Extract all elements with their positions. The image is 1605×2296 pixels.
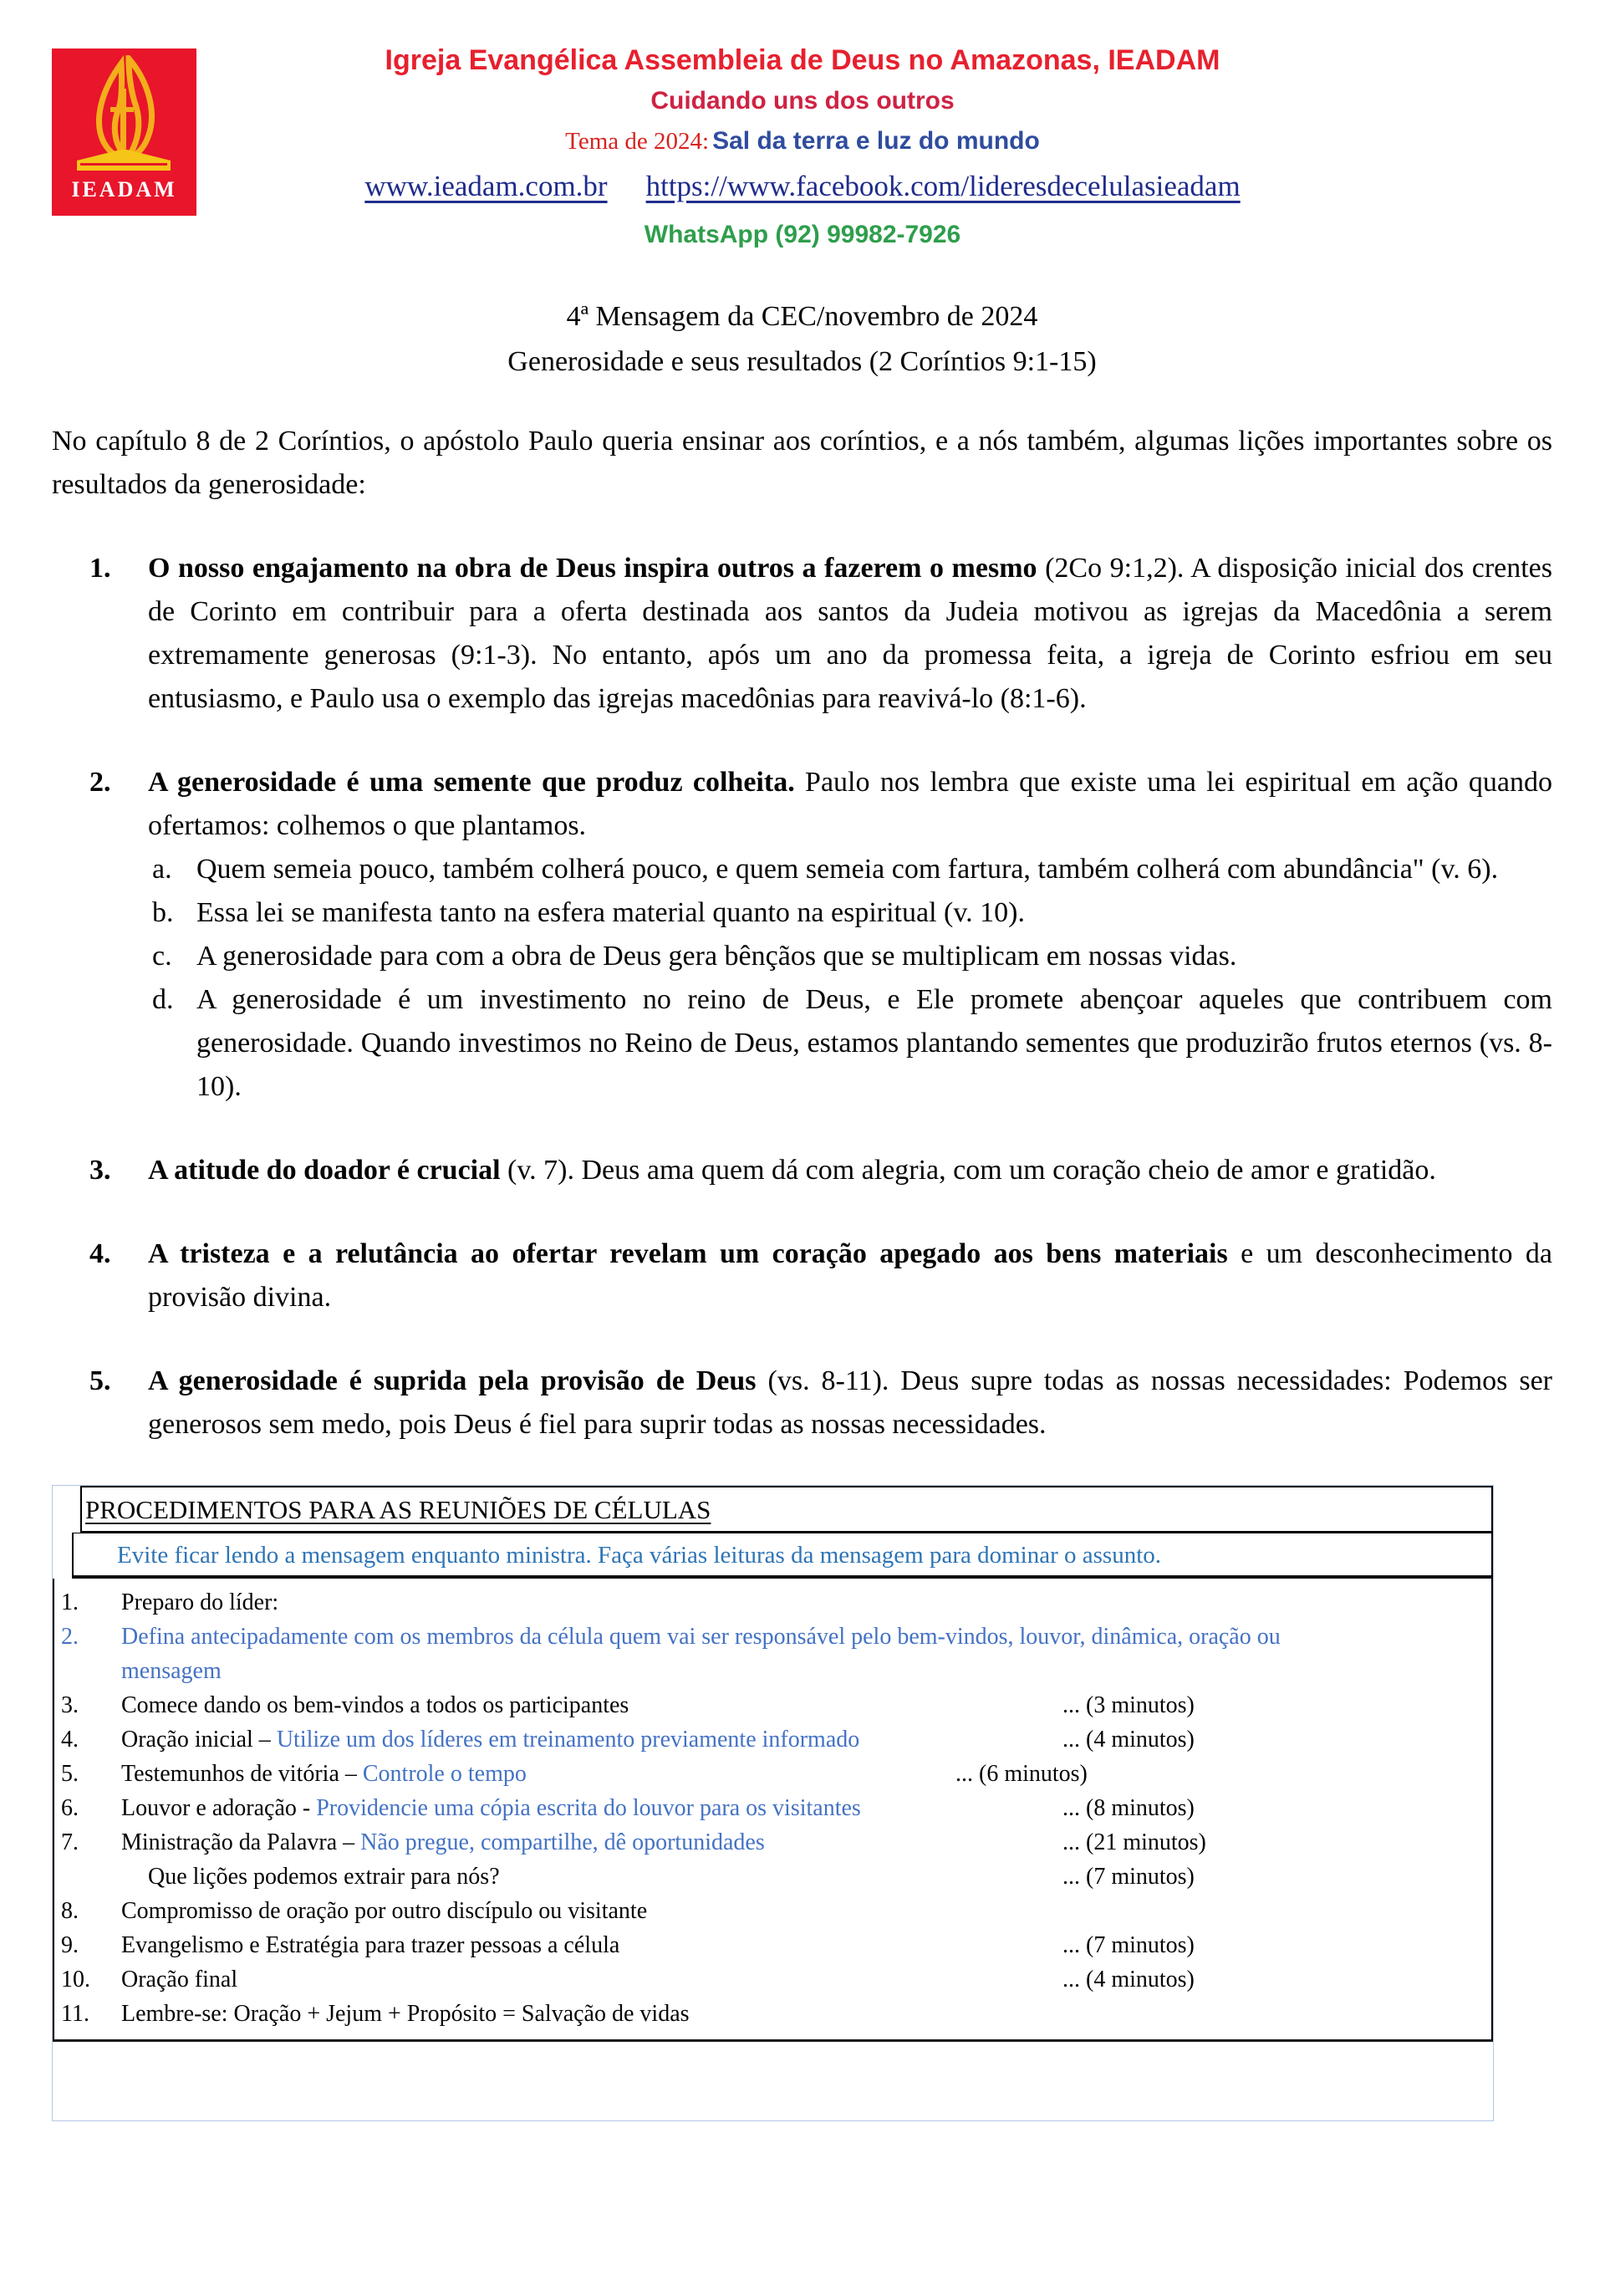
row-note-text: Providencie uma cópia escrita do louvor para os visitantes <box>316 1795 861 1821</box>
row-minutes: ... (7 minutos) <box>1062 1864 1195 1890</box>
website-link[interactable]: www.ieadam.com.br <box>364 170 608 202</box>
list-item-3 <box>52 1149 1552 1192</box>
table-row <box>54 1688 1491 1722</box>
intro-paragraph: No capítulo 8 de 2 Coríntios, o apóstolo Paulo queria ensinar aos coríntios, e a nós também, algumas lições importantes sobre os resultados da generosidade: <box>52 426 1552 500</box>
list-item-5 <box>52 1360 1552 1446</box>
document-header <box>0 0 1605 253</box>
table-row <box>54 1997 1491 2031</box>
procedures-notice-cell <box>72 1533 1493 1579</box>
row-minutes: ... (3 minutos) <box>1062 1692 1195 1718</box>
item-number: 1. <box>89 553 111 584</box>
row-number: 7. <box>61 1829 79 1855</box>
table-row <box>54 1962 1491 1997</box>
list-item-2 <box>52 761 1552 1109</box>
item-heading: A tristeza e a relutância ao ofertar revelam um coração apegado aos bens materiais <box>148 1238 1228 1269</box>
table-row <box>54 1585 1491 1620</box>
item-heading: A generosidade é suprida pela provisão de Deus <box>148 1365 757 1396</box>
church-name: Igreja Evangélica Assembleia de Deus no Amazonas, IEADAM <box>385 44 1220 76</box>
empty-table-cell <box>53 2042 1493 2120</box>
row-minutes: ... (8 minutos) <box>1062 1795 1195 1821</box>
procedures-title-cell <box>80 1486 1493 1533</box>
row-text: Ministração da Palavra – <box>121 1829 361 1855</box>
row-text: Que lições podemos extrair para nós? <box>148 1864 500 1890</box>
message-title <box>52 294 1552 385</box>
item-heading: A generosidade é uma semente que produz colheita. <box>148 767 795 798</box>
flame-book-icon <box>62 55 187 181</box>
item-number: 3. <box>89 1155 111 1186</box>
list-item-4 <box>52 1232 1552 1319</box>
item-text: Paulo nos lembra que existe uma lei espiritual em ação quando ofertamos: colhemos o que plantamos. <box>148 767 1552 841</box>
table-row <box>54 1722 1491 1757</box>
row-note-text: Controle o tempo <box>362 1761 527 1787</box>
sub-item-letter: d. <box>152 984 174 1015</box>
row-minutes: ... (6 minutos) <box>955 1761 1088 1787</box>
facebook-link[interactable]: https://www.facebook.com/lideresdecelulasieadam <box>645 170 1241 202</box>
row-minutes: ... (21 minutos) <box>1062 1829 1206 1855</box>
row-text: Oração inicial – <box>121 1727 277 1753</box>
item-text: e um desconhecimento da provisão divina. <box>148 1238 1552 1313</box>
logo-wordmark: IEADAM <box>71 177 177 202</box>
row-number: 2. <box>61 1624 79 1650</box>
table-row <box>54 1757 1491 1791</box>
theme-line <box>0 124 1605 163</box>
row-number: 5. <box>61 1761 79 1787</box>
row-text: Compromisso de oração por outro discípulo ou visitante <box>121 1898 648 1924</box>
item-text: (2Co 9:1,2). A disposição inicial dos crentes de Corinto em contribuir para a oferta destinada aos santos da Judeia motivou as igrejas da Macedônia a serem extremamente generosas (9:1-3). No entanto, após um ano da promessa feita, a igreja de Corinto esfriou em seu entusiasmo, e Paulo usa o exemplo das igrejas macedônias para reavivá-lo (8:1-6). <box>148 553 1553 714</box>
row-note-text: Utilize um dos líderes em treinamento previamente informado <box>276 1727 860 1753</box>
item-number: 4. <box>89 1238 111 1269</box>
item-number: 2. <box>89 767 111 798</box>
row-note-text: Defina antecipadamente com os membros da célula quem vai ser responsável pelo bem-vindos, louvor, dinâmica, oração ou mensagem <box>121 1624 1281 1684</box>
item-heading: A atitude do doador é crucial <box>148 1155 501 1186</box>
row-minutes: ... (7 minutos) <box>1062 1932 1195 1958</box>
church-motto: Cuidando uns dos outros <box>650 87 955 115</box>
row-text: Evangelismo e Estratégia para trazer pessoas a célula <box>121 1932 620 1958</box>
message-title-line2: Generosidade e seus resultados (2 Coríntios 9:1-15) <box>507 346 1097 377</box>
row-minutes: ... (4 minutos) <box>1062 1727 1195 1753</box>
whatsapp-number: WhatsApp (92) 99982-7926 <box>644 221 961 248</box>
row-number: 6. <box>61 1795 79 1821</box>
row-text: Testemunhos de vitória – <box>121 1761 363 1787</box>
table-row <box>54 1791 1491 1825</box>
item-text: (vs. 8-11). Deus supre todas as nossas necessidades: Podemos ser generosos sem medo, pois Deus é fiel para suprir todas as nossas necessidades. <box>148 1365 1552 1440</box>
ieadam-logo <box>52 48 196 216</box>
sub-item-letter: c. <box>152 941 172 972</box>
row-number: 10. <box>61 1967 90 1992</box>
sub-item-d <box>148 978 1552 1109</box>
procedures-notice: Evite ficar lendo a mensagem enquanto ministra. Faça várias leituras da mensagem para dominar o assunto. <box>117 1542 1161 1569</box>
list-item-1 <box>52 547 1552 721</box>
row-number: 4. <box>61 1727 79 1753</box>
procedures-rows <box>53 1579 1493 2042</box>
procedures-table <box>52 1485 1494 2121</box>
table-row <box>54 1620 1392 1688</box>
item-heading: O nosso engajamento na obra de Deus inspira outros a fazerem o mesmo <box>148 553 1037 584</box>
row-text: Preparo do líder: <box>121 1589 279 1615</box>
procedures-title: PROCEDIMENTOS PARA AS REUNIÕES DE CÉLULAS <box>85 1495 711 1524</box>
row-text: Comece dando os bem-vindos a todos os participantes <box>121 1692 629 1718</box>
row-number: 8. <box>61 1898 79 1924</box>
table-row <box>54 1860 1491 1894</box>
message-title-line1: 4ª Mensagem da CEC/novembro de 2024 <box>566 301 1038 332</box>
table-row <box>54 1825 1491 1860</box>
row-number: 9. <box>61 1932 79 1958</box>
row-text: Lembre-se: Oração + Jejum + Propósito = Salvação de vidas <box>121 2001 690 2027</box>
sub-item-text: Quem semeia pouco, também colherá pouco, e quem semeia com fartura, também colherá com abundância" (v. 6). <box>196 854 1499 885</box>
row-number: 11. <box>61 2001 89 2027</box>
sub-item-c <box>148 935 1552 978</box>
item-number: 5. <box>89 1365 111 1396</box>
row-text: Louvor e adoração - <box>121 1795 317 1821</box>
table-row <box>54 1894 1491 1928</box>
sub-item-a <box>148 848 1552 891</box>
sub-item-text: Essa lei se manifesta tanto na esfera material quanto na espiritual (v. 10). <box>196 897 1025 928</box>
table-row <box>54 1928 1491 1962</box>
sub-item-text: A generosidade é um investimento no reino de Deus, e Ele promete abençoar aqueles que contribuem com generosidade. Quando investimos no Reino de Deus, estamos plantando sementes que produzirão frutos eternos (vs. 8-10). <box>196 984 1552 1102</box>
row-text: Oração final <box>121 1967 238 1992</box>
sub-item-letter: b. <box>152 897 174 928</box>
sub-item-b <box>148 891 1552 935</box>
document-body <box>0 294 1605 2121</box>
theme-value: Sal da terra e luz do mundo <box>712 127 1040 155</box>
row-number: 3. <box>61 1692 79 1718</box>
sub-item-text: A generosidade para com a obra de Deus gera bênçãos que se multiplicam em nossas vidas. <box>196 941 1237 972</box>
theme-label: Tema de 2024: <box>565 128 710 155</box>
row-minutes: ... (4 minutos) <box>1062 1967 1195 1992</box>
item-text: (v. 7). Deus ama quem dá com alegria, com um coração cheio de amor e gratidão. <box>500 1155 1436 1186</box>
row-number: 1. <box>61 1589 79 1615</box>
links-line <box>0 166 1605 212</box>
sub-item-letter: a. <box>152 854 172 885</box>
row-note-text: Não pregue, compartilhe, dê oportunidades <box>360 1829 765 1855</box>
